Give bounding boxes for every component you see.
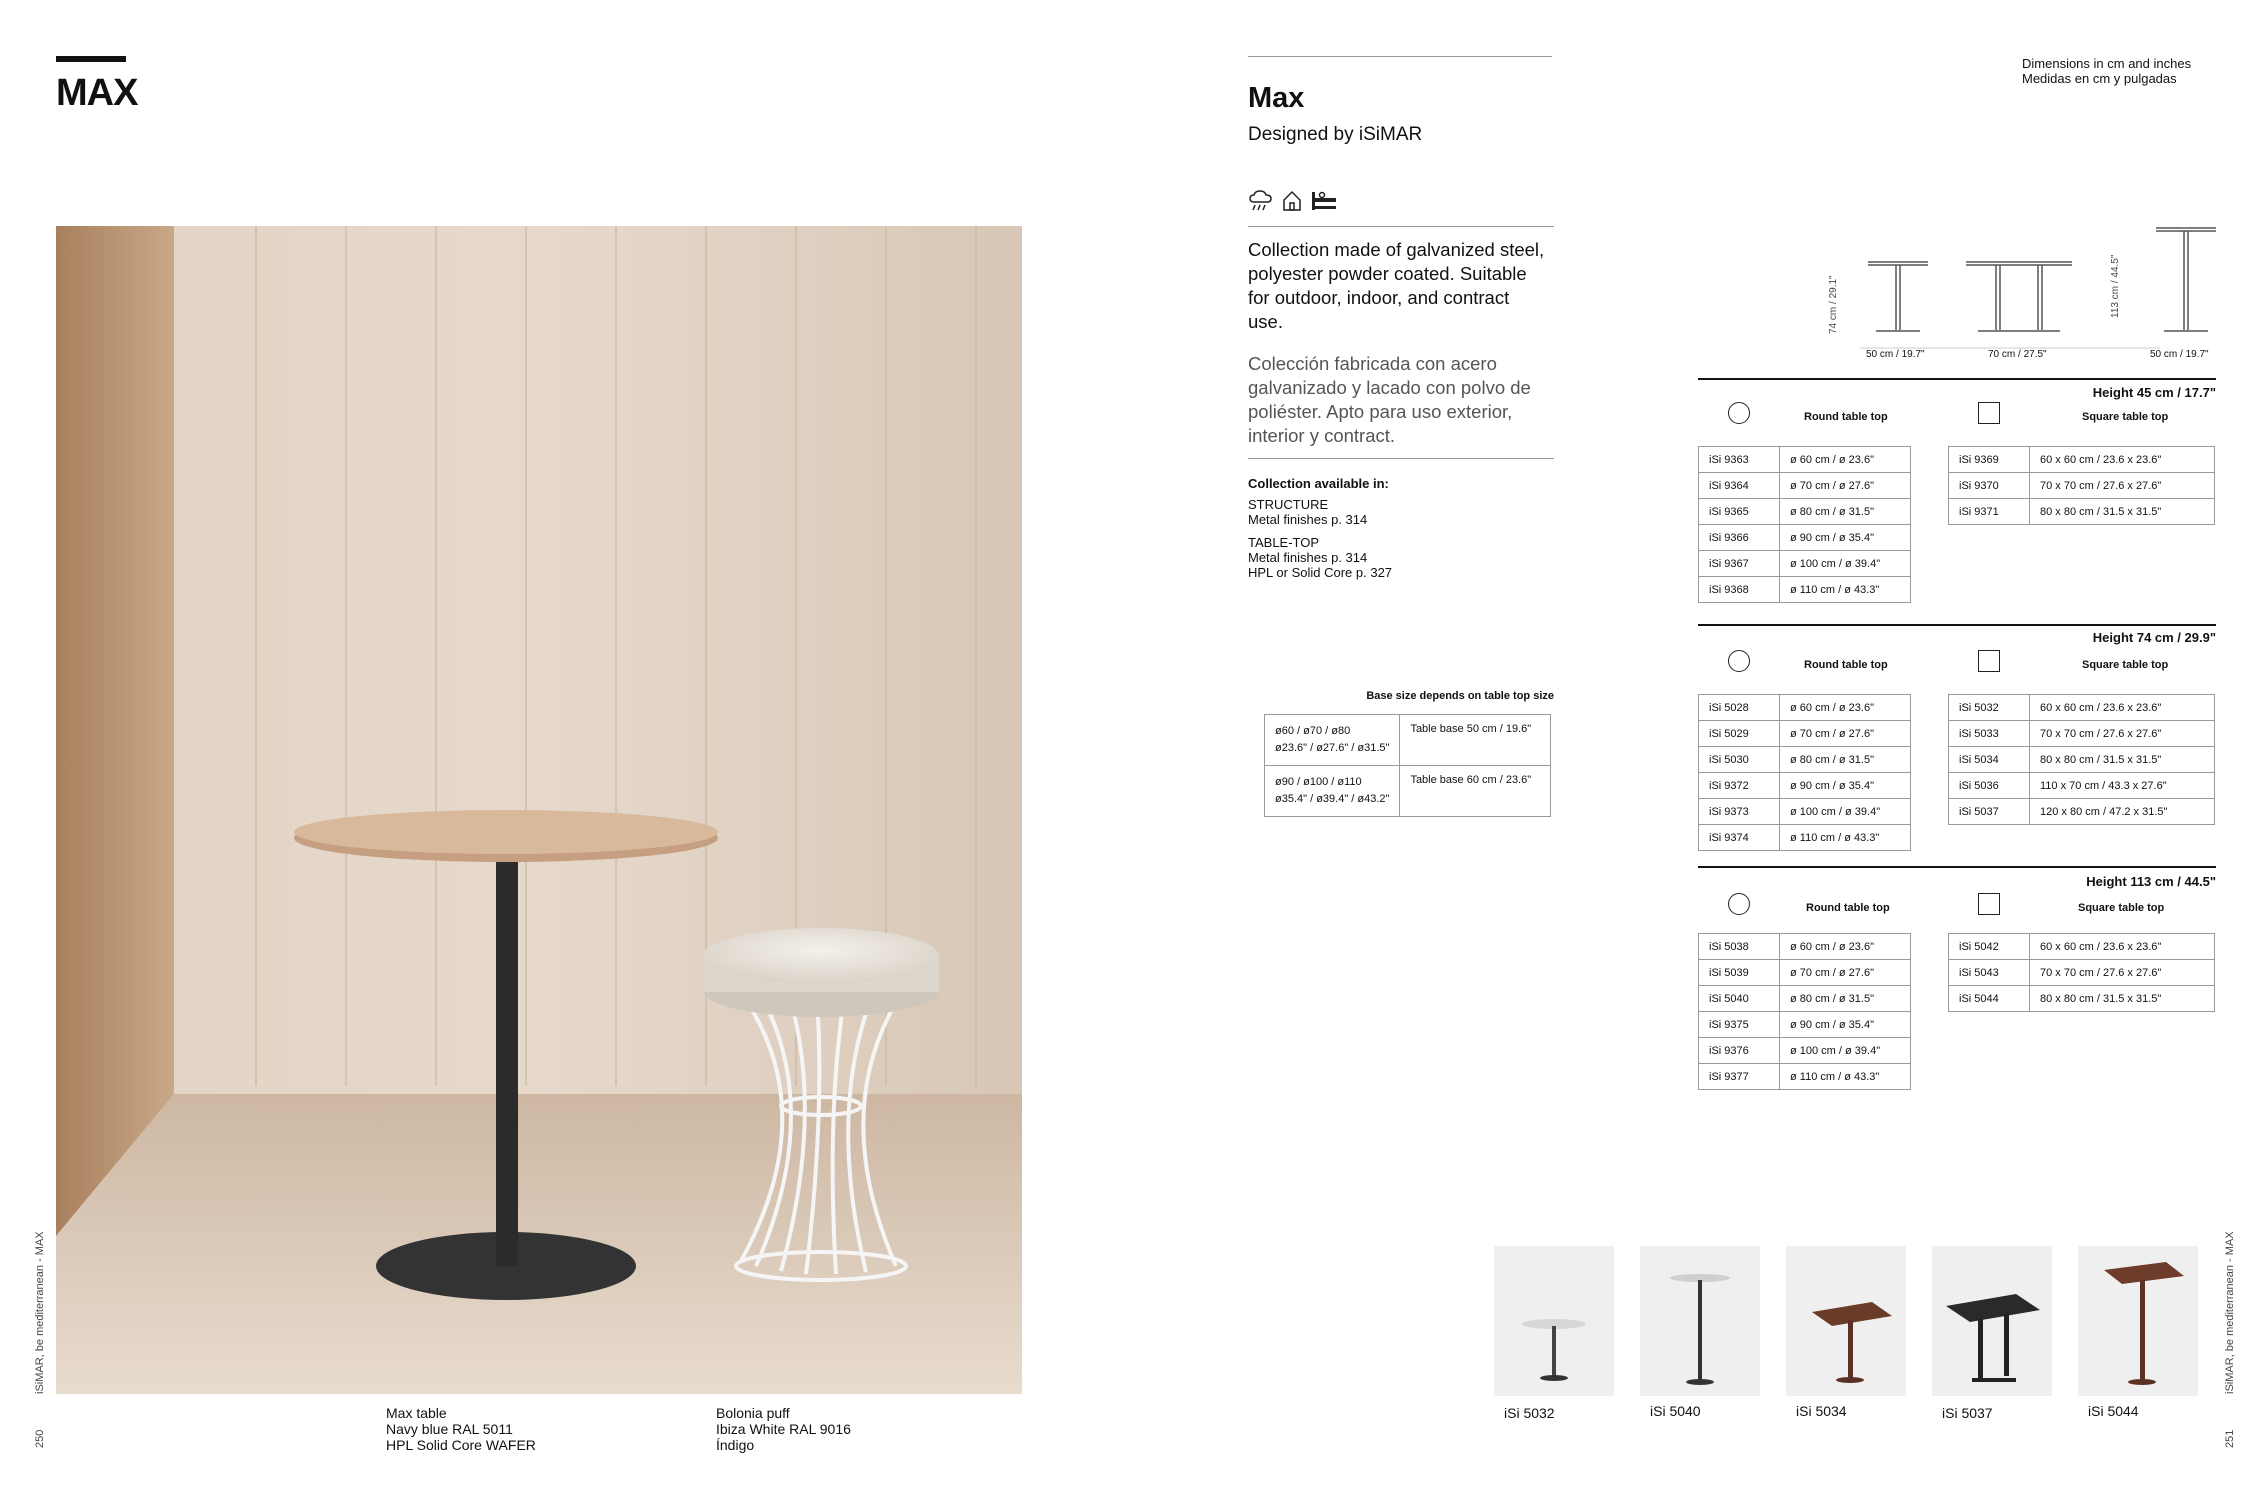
table-row bbox=[1699, 799, 1911, 825]
product-photo-illustration bbox=[56, 226, 1022, 1394]
title-rule bbox=[56, 56, 126, 62]
size-cell: ø 110 cm / ø 43.3" bbox=[1780, 825, 1911, 851]
size-cell: 70 x 70 cm / 27.6 x 27.6" bbox=[2030, 473, 2215, 499]
table-row bbox=[1949, 695, 2215, 721]
table-row bbox=[1265, 766, 1551, 817]
code-cell: iSi 5028 bbox=[1699, 695, 1780, 721]
square-top-icon bbox=[1978, 893, 2000, 915]
code-cell: iSi 9376 bbox=[1699, 1038, 1780, 1064]
round-top-label: Round table top bbox=[1806, 902, 1890, 914]
table-row bbox=[1949, 721, 2215, 747]
size-cell: ø 80 cm / ø 31.5" bbox=[1780, 747, 1911, 773]
diagram-table-74-double bbox=[1966, 262, 2072, 331]
description-es: Colección fabricada con acero galvanizado y lacado con polvo de poliéster. Apto para uso exterior, interior y contract. bbox=[1248, 353, 1531, 446]
tabletop-value: Metal finishes p. 314 bbox=[1248, 550, 1368, 565]
table-row bbox=[1699, 551, 1911, 577]
thumbnail-isi-5037 bbox=[1932, 1246, 2052, 1396]
table-row bbox=[1699, 773, 1911, 799]
divider bbox=[1248, 458, 1554, 459]
size-cell: 70 x 70 cm / 27.6 x 27.6" bbox=[2030, 721, 2215, 747]
size-cell: ø 60 cm / ø 23.6" bbox=[1780, 447, 1911, 473]
table-cell bbox=[1265, 715, 1400, 766]
table-row bbox=[1949, 799, 2215, 825]
thumbnail-label: iSi 5032 bbox=[1504, 1405, 1555, 1421]
size-cell: 110 x 70 cm / 43.3 x 27.6" bbox=[2030, 773, 2215, 799]
diagram-width-label: 70 cm / 27.5" bbox=[1988, 349, 2047, 360]
table-row bbox=[1699, 499, 1911, 525]
code-cell: iSi 5037 bbox=[1949, 799, 2030, 825]
size-cell: 60 x 60 cm / 23.6 x 23.6" bbox=[2030, 934, 2215, 960]
table-row bbox=[1949, 499, 2215, 525]
size-cell: 120 x 80 cm / 47.2 x 31.5" bbox=[2030, 799, 2215, 825]
caption-puff bbox=[716, 1405, 851, 1453]
base-size-table bbox=[1264, 714, 1551, 817]
description-en: Collection made of galvanized steel, polyester powder coated. Suitable for outdoor, indoor, and contract use. bbox=[1248, 239, 1545, 332]
code-cell: iSi 5032 bbox=[1949, 695, 2030, 721]
table-row bbox=[1949, 447, 2215, 473]
round-top-icon bbox=[1728, 893, 1750, 915]
caption-line: HPL Solid Core WAFER bbox=[386, 1437, 536, 1453]
table-cell: Table base 60 cm / 23.6" bbox=[1400, 766, 1551, 817]
diagram-width-label: 50 cm / 19.7" bbox=[1866, 349, 1925, 360]
size-line: ø35.4" / ø39.4" / ø43.2" bbox=[1275, 793, 1390, 805]
code-cell: iSi 5034 bbox=[1949, 747, 2030, 773]
code-cell: iSi 5029 bbox=[1699, 721, 1780, 747]
code-cell: iSi 9368 bbox=[1699, 577, 1780, 603]
designer-credit: Designed by iSiMAR bbox=[1248, 124, 1423, 145]
table-row bbox=[1699, 447, 1911, 473]
code-cell: iSi 9366 bbox=[1699, 525, 1780, 551]
thumbnail-isi-5032 bbox=[1494, 1246, 1614, 1396]
table-row bbox=[1699, 721, 1911, 747]
collection-title: Max bbox=[1248, 82, 1305, 114]
table-row bbox=[1699, 525, 1911, 551]
diagram-height-label: 74 cm / 29.1" bbox=[1828, 275, 1839, 334]
section-rule bbox=[1698, 378, 2216, 380]
table-row bbox=[1699, 1012, 1911, 1038]
page-number-left: 250 bbox=[34, 1429, 46, 1448]
table-row bbox=[1949, 986, 2215, 1012]
divider bbox=[1248, 226, 1554, 227]
outdoor-rain-icon bbox=[1248, 190, 1274, 212]
table-row bbox=[1949, 934, 2215, 960]
size-cell: ø 90 cm / ø 35.4" bbox=[1780, 1012, 1911, 1038]
code-cell: iSi 5039 bbox=[1699, 960, 1780, 986]
code-cell: iSi 5043 bbox=[1949, 960, 2030, 986]
code-cell: iSi 9370 bbox=[1949, 473, 2030, 499]
code-cell: iSi 9371 bbox=[1949, 499, 2030, 525]
size-cell: ø 100 cm / ø 39.4" bbox=[1780, 799, 1911, 825]
square-table-74 bbox=[1948, 694, 2215, 825]
thumbnail-label: iSi 5037 bbox=[1942, 1405, 1993, 1421]
code-cell: iSi 9365 bbox=[1699, 499, 1780, 525]
round-top-label: Round table top bbox=[1804, 659, 1888, 671]
caption-table bbox=[386, 1405, 536, 1453]
code-cell: iSi 5036 bbox=[1949, 773, 2030, 799]
caption-line: Índigo bbox=[716, 1437, 755, 1453]
size-cell: 60 x 60 cm / 23.6 x 23.6" bbox=[2030, 695, 2215, 721]
size-cell: ø 70 cm / ø 27.6" bbox=[1780, 960, 1911, 986]
contract-icon bbox=[1310, 190, 1338, 212]
round-top-icon bbox=[1728, 402, 1750, 424]
size-line: ø60 / ø70 / ø80 bbox=[1275, 725, 1351, 737]
thumbnail-illustration bbox=[2078, 1246, 2198, 1396]
code-cell: iSi 9367 bbox=[1699, 551, 1780, 577]
code-cell: iSi 5040 bbox=[1699, 986, 1780, 1012]
size-cell: ø 110 cm / ø 43.3" bbox=[1780, 577, 1911, 603]
section-rule bbox=[1698, 624, 2216, 626]
dimensions-note-line: Medidas en cm y pulgadas bbox=[2022, 71, 2177, 86]
size-cell: 70 x 70 cm / 27.6 x 27.6" bbox=[2030, 960, 2215, 986]
diagram-table-113 bbox=[2156, 228, 2216, 331]
thumbnail-isi-5034 bbox=[1786, 1246, 1906, 1396]
table-cell: Table base 50 cm / 19.6" bbox=[1400, 715, 1551, 766]
code-cell: iSi 9363 bbox=[1699, 447, 1780, 473]
size-cell: ø 60 cm / ø 23.6" bbox=[1780, 934, 1911, 960]
table-row bbox=[1949, 773, 2215, 799]
usage-icons bbox=[1248, 190, 1338, 212]
caption-line: Navy blue RAL 5011 bbox=[386, 1421, 513, 1437]
structure-value: Metal finishes p. 314 bbox=[1248, 512, 1368, 527]
table-row bbox=[1699, 577, 1911, 603]
code-cell: iSi 9373 bbox=[1699, 799, 1780, 825]
section-height: Height 113 cm / 44.5" bbox=[2086, 874, 2216, 889]
size-cell: 60 x 60 cm / 23.6 x 23.6" bbox=[2030, 447, 2215, 473]
round-table-45 bbox=[1698, 446, 1911, 603]
thumbnail-illustration bbox=[1932, 1246, 2052, 1396]
thumbnail-illustration bbox=[1786, 1246, 1906, 1396]
tabletop-value: HPL or Solid Core p. 327 bbox=[1248, 565, 1393, 580]
square-table-113 bbox=[1948, 933, 2215, 1012]
title-rule bbox=[1248, 56, 1552, 57]
round-table-74 bbox=[1698, 694, 1911, 851]
code-cell: iSi 9377 bbox=[1699, 1064, 1780, 1090]
size-cell: ø 70 cm / ø 27.6" bbox=[1780, 721, 1911, 747]
size-cell: ø 110 cm / ø 43.3" bbox=[1780, 1064, 1911, 1090]
table-row bbox=[1949, 960, 2215, 986]
thumbnail-illustration bbox=[1640, 1246, 1760, 1396]
square-top-icon bbox=[1978, 402, 2000, 424]
size-cell: 80 x 80 cm / 31.5 x 31.5" bbox=[2030, 747, 2215, 773]
code-cell: iSi 5044 bbox=[1949, 986, 2030, 1012]
table-row bbox=[1949, 473, 2215, 499]
size-line: ø23.6" / ø27.6" / ø31.5" bbox=[1275, 742, 1390, 754]
size-cell: ø 60 cm / ø 23.6" bbox=[1780, 695, 1911, 721]
square-top-label: Square table top bbox=[2082, 659, 2169, 671]
square-top-icon bbox=[1978, 650, 2000, 672]
table-row bbox=[1699, 986, 1911, 1012]
dimensions-note-line: Dimensions in cm and inches bbox=[2022, 56, 2192, 71]
dimensions-note bbox=[2022, 56, 2191, 86]
section-rule bbox=[1698, 866, 2216, 868]
page-number-right: 251 bbox=[2224, 1429, 2236, 1448]
section-height: Height 45 cm / 17.7" bbox=[2092, 385, 2216, 400]
side-label-right: iSiMAR, be mediterranean - MAX bbox=[2224, 1231, 2236, 1394]
table-row bbox=[1699, 960, 1911, 986]
round-top-label: Round table top bbox=[1804, 411, 1888, 423]
thumbnail-isi-5044 bbox=[2078, 1246, 2198, 1396]
availability bbox=[1248, 476, 1392, 580]
table-row bbox=[1699, 473, 1911, 499]
diagram-table-74-single bbox=[1868, 262, 1928, 331]
tabletop-label: TABLE-TOP bbox=[1248, 535, 1320, 550]
size-cell: 80 x 80 cm / 31.5 x 31.5" bbox=[2030, 499, 2215, 525]
size-cell: ø 90 cm / ø 35.4" bbox=[1780, 525, 1911, 551]
size-cell: 80 x 80 cm / 31.5 x 31.5" bbox=[2030, 986, 2215, 1012]
code-cell: iSi 5033 bbox=[1949, 721, 2030, 747]
code-cell: iSi 5042 bbox=[1949, 934, 2030, 960]
size-cell: ø 70 cm / ø 27.6" bbox=[1780, 473, 1911, 499]
table-cell bbox=[1265, 766, 1400, 817]
code-cell: iSi 9369 bbox=[1949, 447, 2030, 473]
size-line: ø90 / ø100 / ø110 bbox=[1275, 776, 1362, 788]
product-photo bbox=[56, 226, 1022, 1394]
round-top-icon bbox=[1728, 650, 1750, 672]
side-label-left: iSiMAR, be mediterranean - MAX bbox=[34, 1231, 46, 1394]
table-row bbox=[1699, 1064, 1911, 1090]
thumbnail-label: iSi 5040 bbox=[1650, 1403, 1701, 1419]
code-cell: iSi 9375 bbox=[1699, 1012, 1780, 1038]
size-cell: ø 100 cm / ø 39.4" bbox=[1780, 1038, 1911, 1064]
dimension-diagram bbox=[1820, 218, 2220, 368]
table-row bbox=[1699, 695, 1911, 721]
table-row bbox=[1265, 715, 1551, 766]
section-height: Height 74 cm / 29.9" bbox=[2092, 630, 2216, 645]
size-cell: ø 80 cm / ø 31.5" bbox=[1780, 499, 1911, 525]
caption-line: Ibiza White RAL 9016 bbox=[716, 1421, 851, 1437]
thumbnail-label: iSi 5034 bbox=[1796, 1403, 1847, 1419]
table-row bbox=[1699, 825, 1911, 851]
table-row bbox=[1699, 747, 1911, 773]
code-cell: iSi 5038 bbox=[1699, 934, 1780, 960]
size-cell: ø 90 cm / ø 35.4" bbox=[1780, 773, 1911, 799]
page-title: MAX bbox=[56, 72, 138, 114]
caption-line: Max table bbox=[386, 1405, 447, 1421]
table-row bbox=[1949, 747, 2215, 773]
code-cell: iSi 9372 bbox=[1699, 773, 1780, 799]
size-cell: ø 80 cm / ø 31.5" bbox=[1780, 986, 1911, 1012]
thumbnail-label: iSi 5044 bbox=[2088, 1403, 2139, 1419]
diagram-height-label: 113 cm / 44.5" bbox=[2110, 254, 2121, 318]
size-cell: ø 100 cm / ø 39.4" bbox=[1780, 551, 1911, 577]
square-top-label: Square table top bbox=[2078, 902, 2165, 914]
square-table-45 bbox=[1948, 446, 2215, 525]
code-cell: iSi 5030 bbox=[1699, 747, 1780, 773]
code-cell: iSi 9364 bbox=[1699, 473, 1780, 499]
diagram-width-label: 50 cm / 19.7" bbox=[2150, 349, 2209, 360]
square-top-label: Square table top bbox=[2082, 411, 2169, 423]
availability-heading: Collection available in: bbox=[1248, 476, 1389, 491]
round-table-113 bbox=[1698, 933, 1911, 1090]
table-row bbox=[1699, 1038, 1911, 1064]
code-cell: iSi 9374 bbox=[1699, 825, 1780, 851]
structure-label: STRUCTURE bbox=[1248, 497, 1329, 512]
table-row bbox=[1699, 934, 1911, 960]
thumbnail-illustration bbox=[1494, 1246, 1614, 1396]
thumbnail-isi-5040 bbox=[1640, 1246, 1760, 1396]
indoor-house-icon bbox=[1282, 190, 1302, 212]
caption-line: Bolonia puff bbox=[716, 1405, 790, 1421]
base-size-title: Base size depends on table top size bbox=[1366, 690, 1554, 702]
